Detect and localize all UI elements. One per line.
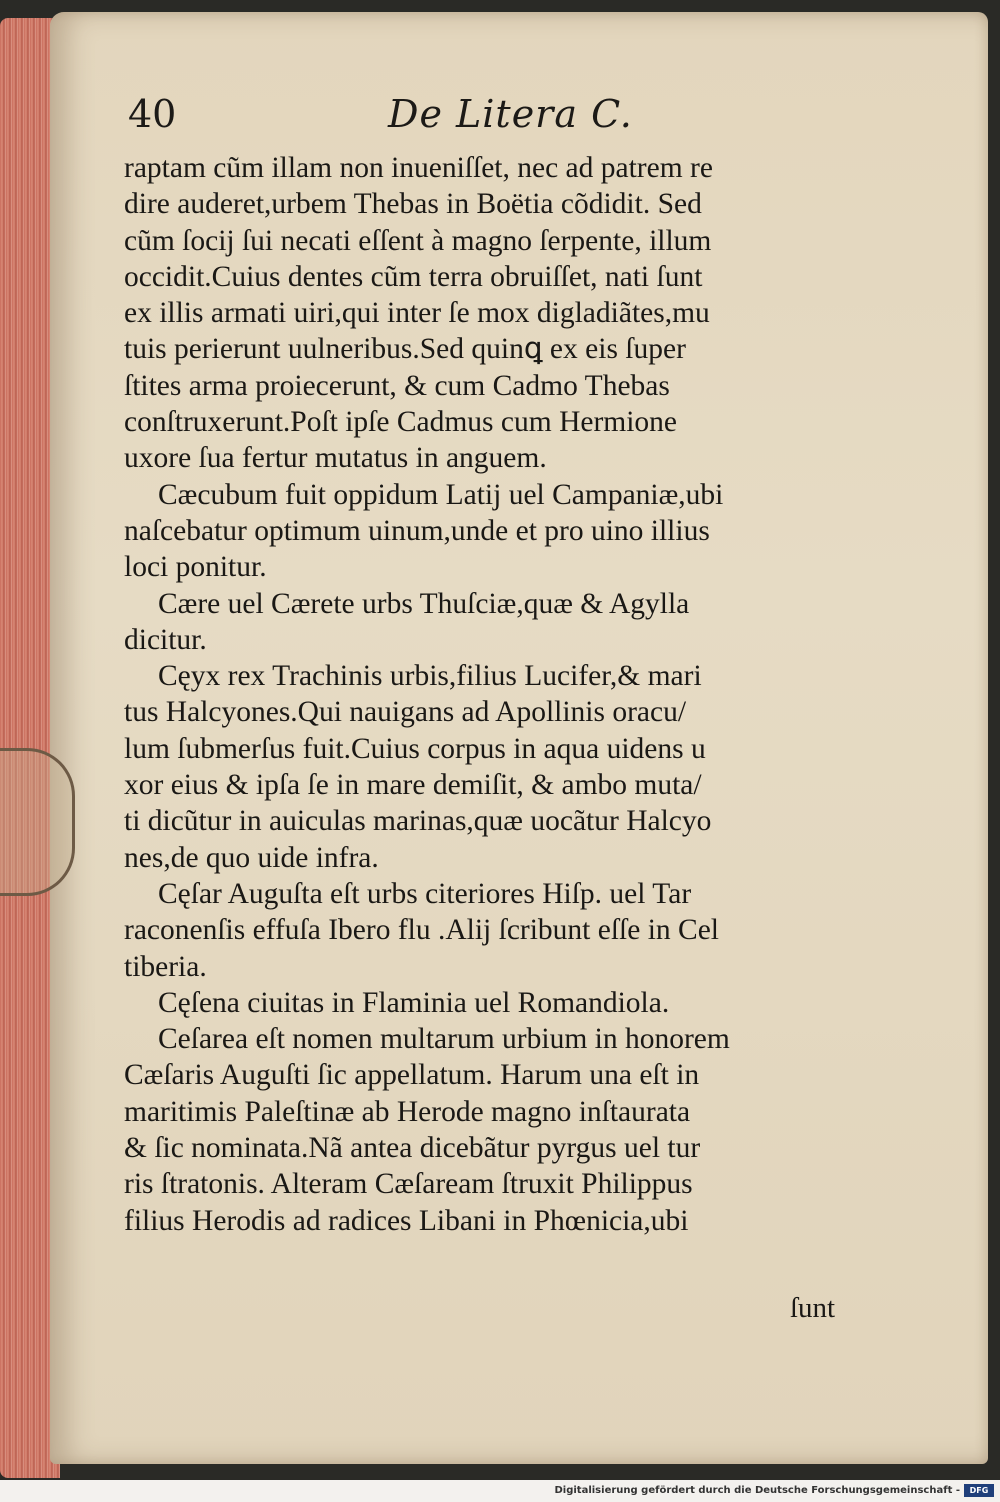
text-line: loci ponitur.	[124, 551, 267, 584]
text-line: cũm ſocij ſui necati eſſent à magno ſerpente, illum	[124, 224, 712, 257]
text-line: xor eius & ipſa ſe in mare demiſit, & ambo muta/	[124, 769, 702, 802]
entry-first-line: Ceſarea eſt nomen multarum urbium in honorem	[158, 1023, 730, 1056]
text-line: & ſic nominata.Nã antea dicebãtur pyrgus uel tur	[124, 1132, 701, 1165]
text-line: lum ſubmerſus fuit.Cuius corpus in aqua uidens u	[124, 732, 706, 765]
text-line: ris ſtratonis. Alteram Cæſaream ſtruxit Philippus	[124, 1168, 693, 1201]
entry-first-line: Cæcubum fuit oppidum Latij uel Campaniæ,ubi	[158, 478, 724, 511]
footer-bar	[0, 1480, 1000, 1502]
text-line: raptam cũm illam non inueniſſet, nec ad patrem re	[124, 152, 713, 184]
text-line: nes,de quo uide infra.	[124, 841, 379, 874]
text-line: ſtites arma proiecerunt, & cum Cadmo Thebas	[124, 369, 670, 402]
text-line: dicitur.	[124, 623, 207, 656]
text-line: Cæſaris Auguſti ſic appellatum. Harum una eſt in	[124, 1059, 700, 1092]
text-line: naſcebatur optimum uinum,unde et pro uino illius	[124, 514, 710, 547]
entry-first-line: Cęſar Auguſta eſt urbs citeriores Hiſp. uel Tar	[158, 877, 692, 910]
text-line: occidit.Cuius dentes cũm terra obruiſſet, nati ſunt	[124, 260, 703, 293]
catchword: ſunt	[790, 1292, 836, 1324]
text-line: uxore ſua fertur mutatus in anguem.	[124, 442, 547, 475]
text-line: maritimis Paleſtinæ ab Herode magno inſtaurata	[124, 1095, 691, 1128]
dfg-credit: Digitalisierung gefördert durch die Deutsche Forschungsgemeinschaft -	[554, 1485, 960, 1496]
entry-first-line: Cære uel Cærete urbs Thuſciæ,quæ & Agylla	[158, 587, 690, 620]
text-line: ex illis armati uiri,qui inter ſe mox digladiãtes,mu	[124, 297, 710, 330]
text-line: ti dicũtur in auiculas marinas,quæ uocãtur Halcyo	[124, 805, 712, 838]
text-line: tiberia.	[124, 950, 207, 983]
text-line: raconenſis effuſa Ibero flu .Alij ſcribunt eſſe in Cel	[124, 914, 719, 947]
text-line: tus Halcyones.Qui nauigans ad Apollinis oracu/	[124, 696, 687, 729]
running-head: De Litera C.	[388, 92, 633, 136]
text-line: filius Herodis ad radices Libani in Phœnicia,ubi	[124, 1204, 689, 1237]
entry-first-line: Cęſena ciuitas in Flaminia uel Romandiola.	[158, 986, 670, 1019]
book-clasp	[0, 748, 75, 896]
page-header	[128, 92, 748, 142]
page-number: 40	[128, 92, 177, 136]
entry-first-line: Cęyx rex Trachinis urbis,filius Lucifer,& mari	[158, 660, 702, 693]
text-line: tuis perierunt uulneribus.Sed quinꝗ ex eis ſuper	[124, 333, 686, 366]
text-line: conſtruxerunt.Poſt ipſe Cadmus cum Hermione	[124, 406, 678, 439]
text-line: dire auderet,urbem Thebas in Boëtia cõdidit. Sed	[124, 188, 702, 221]
dfg-logo-icon: DFG	[964, 1484, 994, 1497]
page-body	[124, 150, 869, 1239]
